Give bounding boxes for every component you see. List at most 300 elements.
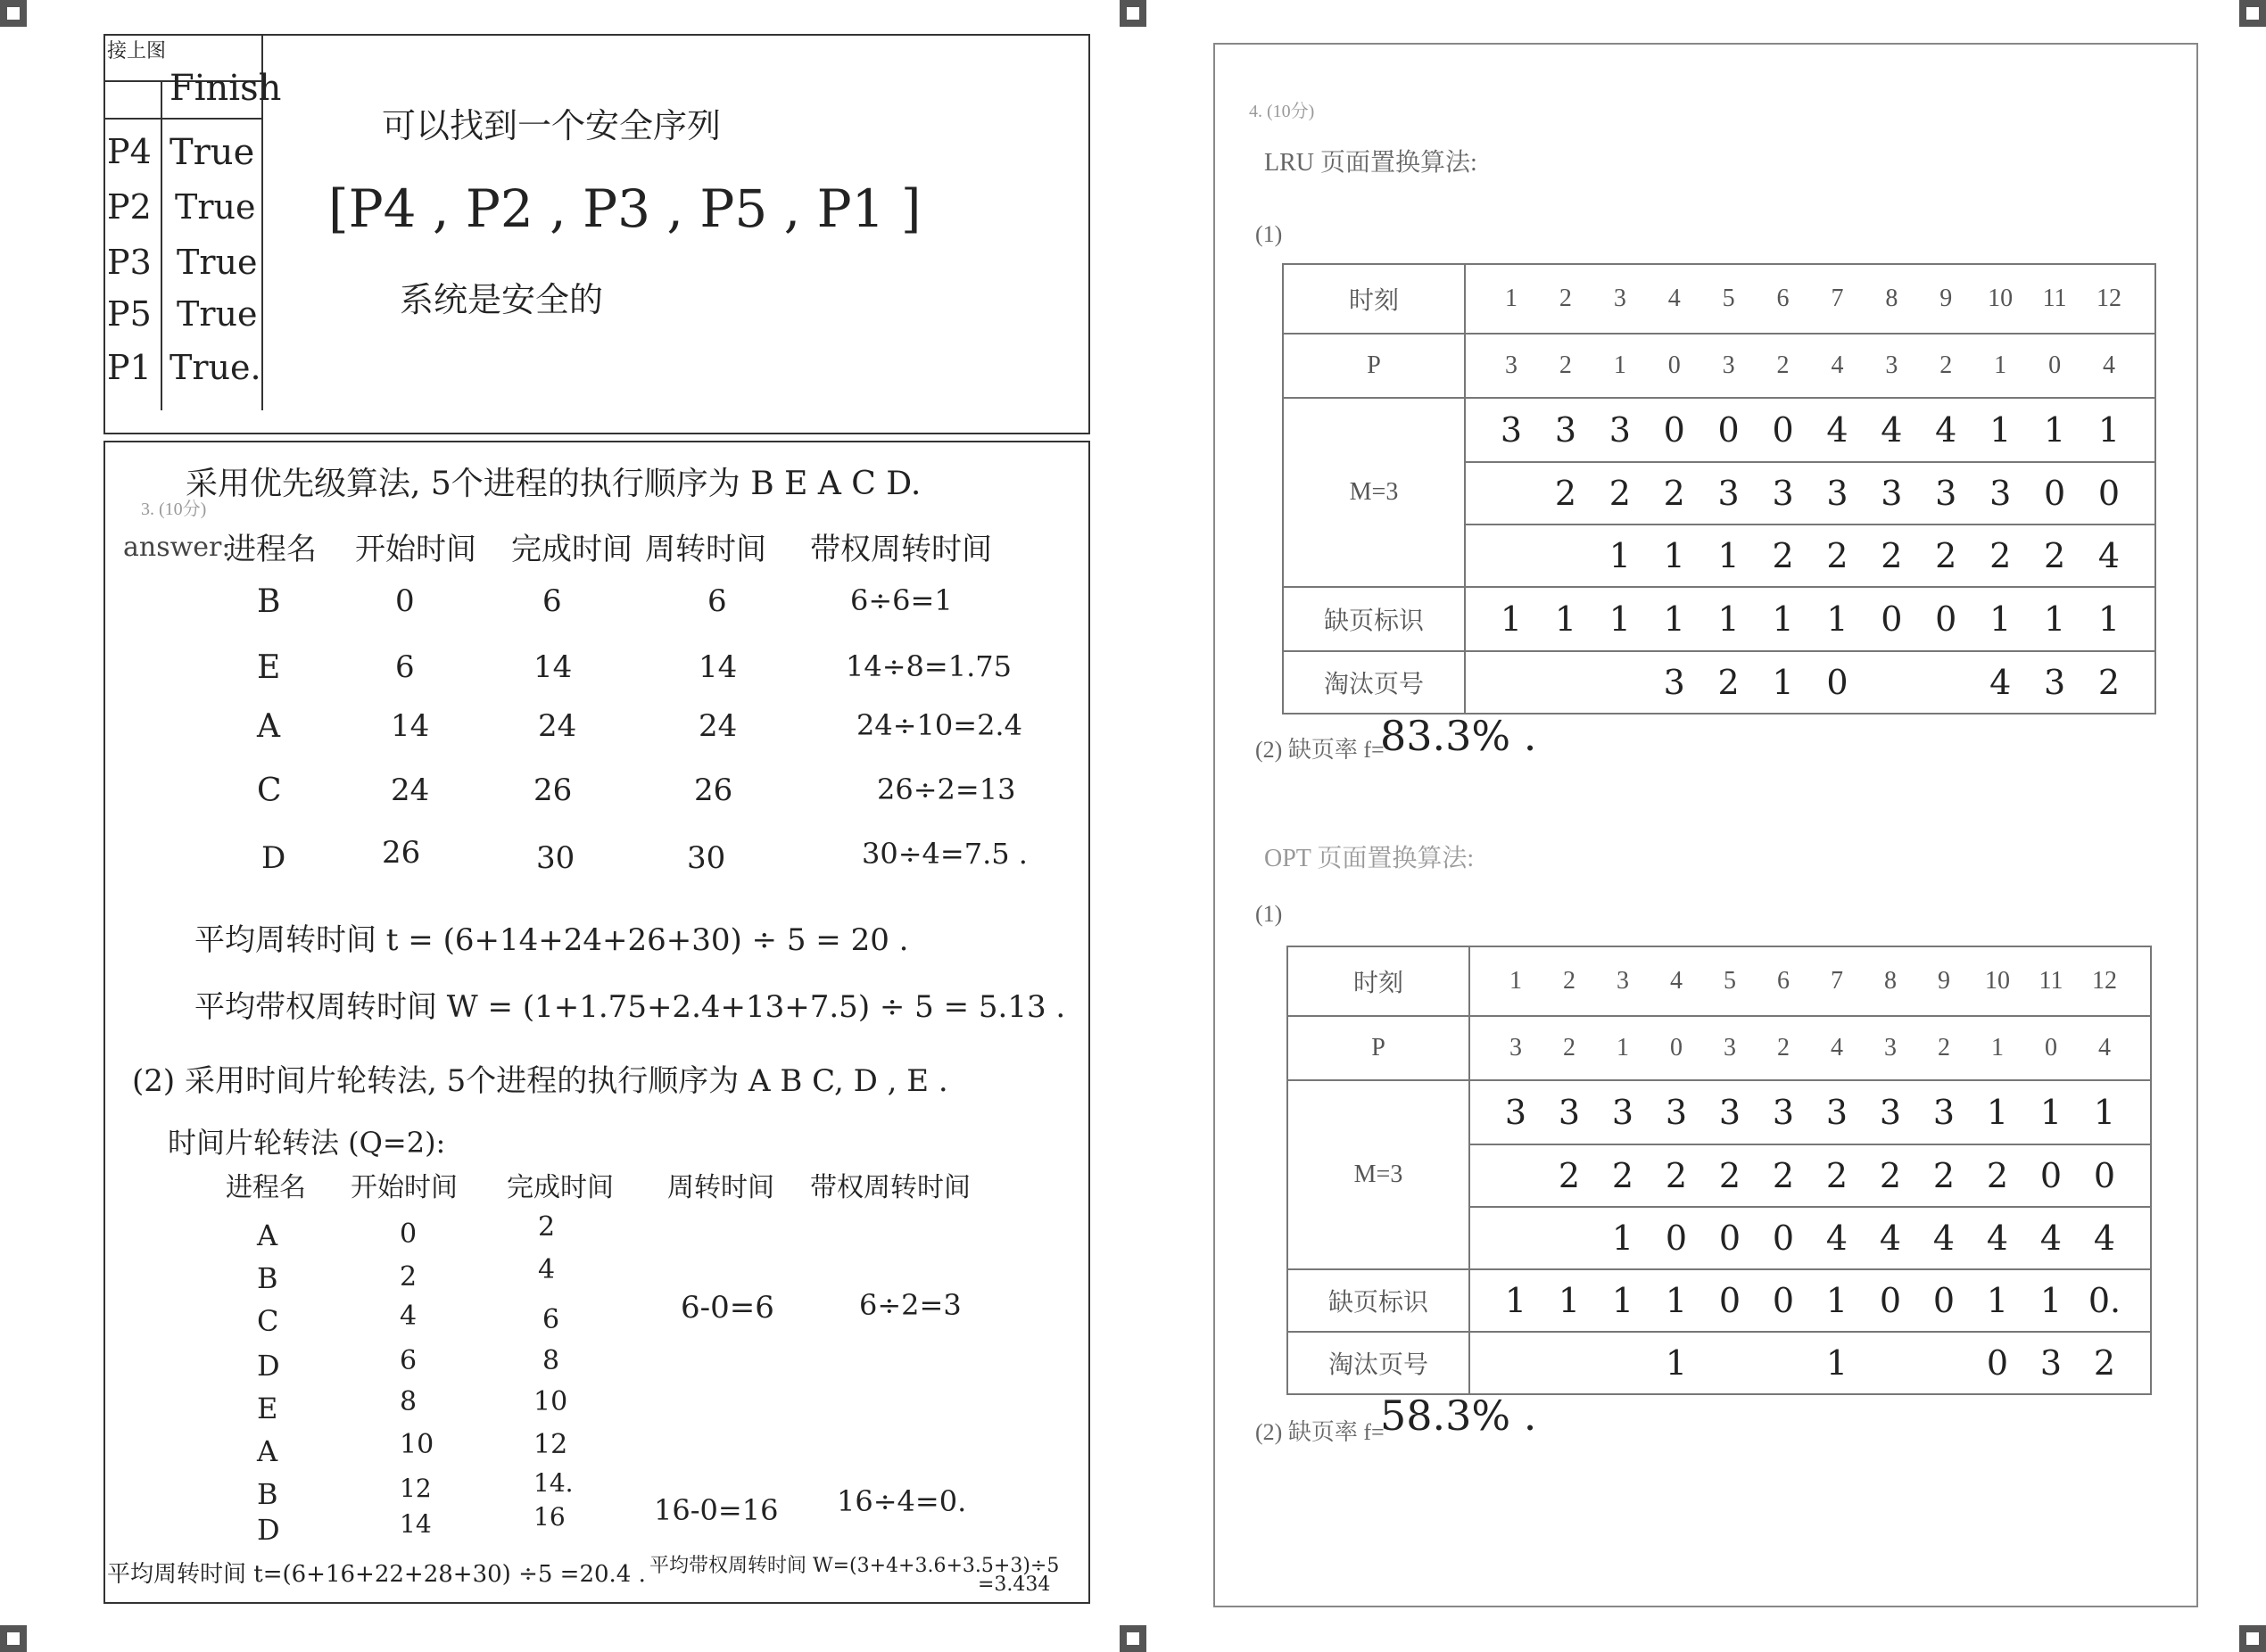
fault-flag: 1	[1717, 599, 1740, 639]
page-reference: 1	[1994, 351, 2007, 379]
page-reference: 4	[1831, 351, 1844, 379]
frame-row-1	[1467, 410, 2154, 450]
frame-cell: 2	[1554, 474, 1576, 513]
frame-cell: 1	[1986, 1093, 2009, 1132]
header-weighted: 带权周转时间	[810, 532, 992, 567]
evicted-page: 1	[1772, 663, 1794, 702]
fault-flag: 1	[1558, 1281, 1581, 1320]
opt-fault-rate-label: (2) 缺页率 f=	[1255, 1419, 1385, 1445]
evicted-page: 2	[1717, 663, 1740, 702]
page-reference: 3	[1885, 351, 1898, 379]
finish-value: True	[177, 243, 258, 282]
cell: 6	[542, 583, 562, 619]
cell: 4	[400, 1301, 418, 1332]
frame-cell: 3	[1500, 410, 1523, 450]
frame-cell: 3	[1879, 1093, 1902, 1132]
evict-label: 淘汰页号	[1287, 1332, 1469, 1394]
frame-cell: 3	[1609, 410, 1631, 450]
finish-header: Finish	[170, 68, 282, 109]
frame-cell: 3	[1932, 1093, 1956, 1132]
registration-mark-icon	[1120, 0, 1146, 27]
cell: 24	[538, 708, 577, 744]
evicted-page: 3	[2043, 663, 2066, 702]
evicted-page: 0	[1826, 663, 1848, 702]
time-value: 5	[1724, 967, 1736, 995]
cell: D	[257, 1513, 280, 1547]
frame-cell: 2	[1826, 536, 1848, 575]
frame-cell: 3	[1826, 474, 1848, 513]
cell: B	[257, 1477, 278, 1511]
fault-flag: 1	[1825, 1281, 1848, 1320]
time-value: 9	[1939, 285, 1953, 312]
frame-cell: 2	[1825, 1156, 1848, 1195]
finish-value: True.	[170, 348, 261, 387]
time-value: 12	[2096, 285, 2121, 312]
page-reference: 2	[1938, 1034, 1950, 1061]
time-value: 2	[1559, 285, 1572, 312]
registration-mark-icon	[2239, 0, 2266, 27]
cell: 26÷2=13	[877, 772, 1016, 806]
evicted-page	[1602, 663, 1638, 702]
page-reference: 2	[1559, 351, 1572, 379]
time-value: 12	[2092, 967, 2117, 995]
cell: E	[257, 649, 281, 686]
frame-cell	[1493, 536, 1529, 575]
frame-row-1	[1471, 1093, 2149, 1132]
cell: 6	[395, 649, 415, 685]
memory-label: M=3	[1283, 398, 1465, 587]
evicted-page	[1498, 1343, 1534, 1383]
time-value: 7	[1831, 285, 1844, 312]
fault-flags	[1471, 1281, 2149, 1320]
answer-mark: answer:	[123, 532, 231, 563]
cell: 4	[538, 1254, 556, 1285]
page-reference: 3	[1884, 1034, 1897, 1061]
p-label: P	[1283, 334, 1465, 398]
cell: 2	[538, 1211, 556, 1243]
frame-cell: 2	[1558, 1156, 1581, 1195]
opt-fault-rate-value: 58.3% .	[1380, 1392, 1537, 1440]
time-value: 11	[2042, 285, 2067, 312]
evicted-page	[1928, 663, 1964, 702]
time-value: 2	[1563, 967, 1575, 995]
evicted-pages	[1467, 663, 2154, 702]
time-value: 5	[1722, 285, 1735, 312]
cell: 26	[382, 835, 421, 871]
frame-cell: 1	[1989, 410, 2012, 450]
frame-cell: 3	[1935, 474, 1957, 513]
fault-flag: 0	[1881, 599, 1903, 639]
time-value: 6	[1777, 967, 1790, 995]
time-values	[1471, 967, 2149, 995]
time-value: 9	[1938, 967, 1950, 995]
fault-flag: 1	[2097, 599, 2121, 639]
registration-mark-icon	[0, 0, 27, 27]
page-reference: 4	[2102, 351, 2115, 379]
frame-cell: 2	[1772, 1156, 1795, 1195]
cell: 30	[536, 840, 575, 876]
cell: A	[257, 1218, 278, 1252]
frame-cell: 0	[2093, 1156, 2116, 1195]
rr-intro: (2) 采用时间片轮转法, 5个进程的执行顺序为 A B C, D , E .	[132, 1063, 948, 1099]
proc-label: P3	[107, 243, 152, 282]
safe-sequence: [P4 , P2 , P3 , P5 , P1 ]	[328, 178, 922, 239]
finish-value: True	[177, 294, 258, 334]
frame-cell: 4	[1826, 410, 1848, 450]
evicted-page: 3	[2039, 1343, 2063, 1383]
lru-fault-rate-value: 83.3% .	[1380, 712, 1537, 760]
cell: 12	[533, 1429, 568, 1460]
frame-cell: 2	[1663, 474, 1685, 513]
avg-turnaround: 平均周转时间 t = (6+14+24+26+30) ÷ 5 = 20 .	[194, 922, 909, 958]
header-turnaround: 周转时间	[667, 1172, 774, 1203]
frame-cell: 2	[1989, 536, 2012, 575]
rr-quantum: 时间片轮转法 (Q=2):	[168, 1126, 446, 1160]
page-reference: 2	[1563, 1034, 1575, 1061]
fault-label: 缺页标识	[1283, 587, 1465, 651]
header-weighted: 带权周转时间	[810, 1172, 971, 1203]
frame-cell: 1	[2039, 1093, 2063, 1132]
page-reference: 4	[2098, 1034, 2111, 1061]
frame-cell: 0	[1718, 1218, 1741, 1258]
cell: 14	[391, 708, 430, 744]
proc-label: P4	[107, 132, 152, 171]
fault-flag: 1	[1826, 599, 1848, 639]
cell: A	[257, 1434, 278, 1468]
evict-label: 淘汰页号	[1283, 651, 1465, 714]
frame-cell	[1498, 1156, 1534, 1195]
cell: D	[257, 1349, 280, 1383]
calc-b-turnaround: 16-0=16	[654, 1493, 779, 1527]
fault-flag: 0	[1772, 1281, 1795, 1320]
evicted-page	[1766, 1343, 1801, 1383]
frame-cell: 4	[1879, 1218, 1902, 1258]
frame-cell: 2	[1665, 1156, 1688, 1195]
time-value: 7	[1831, 967, 1843, 995]
registration-mark-icon	[2239, 1625, 2266, 1652]
frame-cell: 0	[1717, 410, 1740, 450]
frame-cell: 2	[1609, 474, 1631, 513]
cell: 6	[542, 1304, 560, 1335]
evicted-page	[1926, 1343, 1962, 1383]
time-value: 3	[1613, 285, 1626, 312]
frame-cell: 2	[1772, 536, 1794, 575]
frame-cell: 2	[1986, 1156, 2009, 1195]
fault-flag: 1	[2043, 599, 2066, 639]
page-replacement-panel	[1213, 43, 2198, 1607]
question-label: 3. (10分)	[141, 500, 207, 519]
evicted-page	[1493, 663, 1529, 702]
cell: 0	[400, 1218, 418, 1250]
cell: 16	[533, 1502, 566, 1532]
cell: 24	[391, 772, 430, 808]
frame-cell: 1	[1609, 536, 1631, 575]
frame-cell: 3	[1558, 1093, 1581, 1132]
cell: 0	[395, 583, 415, 619]
evicted-page	[1551, 1343, 1587, 1383]
final-weighted-result: =3.434	[978, 1574, 1051, 1596]
cell: 10	[400, 1429, 434, 1460]
frame-cell: 0	[2039, 1156, 2063, 1195]
calc-c-weighted: 6÷2=3	[859, 1288, 962, 1322]
page-reference: 3	[1724, 1034, 1736, 1061]
fault-label: 缺页标识	[1287, 1269, 1469, 1332]
page-reference: 1	[1617, 1034, 1629, 1061]
frame-cell: 2	[2043, 536, 2066, 575]
frame-cell: 1	[2093, 1093, 2116, 1132]
frame-cell: 1	[1717, 536, 1740, 575]
proc-label: P2	[107, 187, 152, 227]
evicted-page	[1873, 663, 1909, 702]
time-label: 时刻	[1287, 946, 1469, 1016]
page-reference: 0	[2045, 1034, 2057, 1061]
cell: 12	[400, 1474, 432, 1503]
fault-flag: 1	[1609, 599, 1631, 639]
evicted-page	[1605, 1343, 1641, 1383]
frame-cell: 4	[1825, 1218, 1848, 1258]
final-avg-turnaround: 平均周转时间 t=(6+16+22+28+30) ÷5 =20.4 .	[107, 1561, 646, 1588]
page-reference: 2	[1776, 351, 1790, 379]
memory-label: M=3	[1287, 1080, 1469, 1269]
opt-table	[1286, 946, 2152, 1395]
page-reference: 4	[1831, 1034, 1843, 1061]
frame-cell: 4	[1935, 410, 1957, 450]
cell: 24÷10=2.4	[856, 708, 1022, 742]
calc-c-turnaround: 6-0=6	[681, 1290, 774, 1326]
cell: B	[257, 583, 281, 620]
registration-mark-icon	[1120, 1625, 1146, 1652]
proc-label: P1	[107, 348, 152, 387]
frame-row-2	[1467, 474, 2154, 513]
evicted-page: 1	[1825, 1343, 1848, 1383]
calc-b-weighted: 16÷4=0.	[837, 1484, 967, 1518]
finish-value: True	[170, 132, 255, 173]
page-reference: 0	[2048, 351, 2062, 379]
fault-flag: 1	[1663, 599, 1685, 639]
fault-flag: 0	[1932, 1281, 1956, 1320]
page-reference: 1	[1613, 351, 1626, 379]
frame-cell: 2	[1932, 1156, 1956, 1195]
time-value: 4	[1670, 967, 1683, 995]
banker-result-panel	[103, 34, 1090, 434]
fault-flag: 1	[1504, 1281, 1527, 1320]
cell: 8	[542, 1345, 560, 1376]
frame-cell: 3	[1718, 1093, 1741, 1132]
cell: 2	[400, 1261, 418, 1293]
cell: A	[257, 708, 280, 745]
frame-cell: 1	[2097, 410, 2121, 450]
evicted-pages	[1471, 1343, 2149, 1383]
evicted-page	[1873, 1343, 1908, 1383]
final-avg-weighted: 平均带权周转时间 W=(3+4+3.6+3.5+3)÷5	[649, 1555, 1060, 1577]
page-reference: 1	[1991, 1034, 2004, 1061]
frame-cell: 4	[1932, 1218, 1956, 1258]
frame-cell: 0	[1663, 410, 1685, 450]
header-turnaround: 周转时间	[645, 532, 766, 567]
cell: 30÷4=7.5 .	[862, 837, 1028, 871]
page-reference: 2	[1939, 351, 1953, 379]
cell: 26	[694, 772, 733, 808]
page-reference: 3	[1505, 351, 1518, 379]
frame-cell: 4	[2093, 1218, 2116, 1258]
cell: 24	[699, 708, 738, 744]
frame-cell: 3	[1554, 410, 1576, 450]
frame-cell: 0	[2097, 474, 2121, 513]
time-value: 1	[1505, 285, 1518, 312]
evicted-page: 0	[1986, 1343, 2009, 1383]
cell: C	[257, 772, 282, 809]
page-reference: 0	[1667, 351, 1681, 379]
lru-table	[1282, 263, 2156, 714]
evicted-page: 2	[2097, 663, 2121, 702]
evicted-page: 4	[1989, 663, 2012, 702]
cell: D	[261, 840, 286, 876]
avg-weighted: 平均带权周转时间 W = (1+1.75+2.4+13+7.5) ÷ 5 = 5.13 .	[194, 989, 1066, 1025]
p-label: P	[1287, 1016, 1469, 1080]
fault-flag: 0	[1879, 1281, 1902, 1320]
opt-title: OPT 页面置换算法:	[1264, 845, 1475, 872]
priority-intro: 采用优先级算法, 5个进程的执行顺序为 B E A C D.	[186, 466, 922, 502]
frame-cell: 2	[1881, 536, 1903, 575]
safe-sequence-note: 可以找到一个安全序列	[382, 106, 722, 145]
frame-cell: 2	[1879, 1156, 1902, 1195]
frame-cell	[1551, 1218, 1587, 1258]
frame-row-3	[1471, 1218, 2149, 1258]
fault-flag: 0.	[2088, 1281, 2121, 1320]
fault-flag: 1	[1665, 1281, 1688, 1320]
cell: 14	[699, 649, 738, 685]
time-value: 6	[1776, 285, 1790, 312]
frame-cell: 1	[2043, 410, 2066, 450]
page-reference: 3	[1509, 1034, 1522, 1061]
time-value: 3	[1617, 967, 1629, 995]
cell: 30	[687, 840, 726, 876]
lru-part1: (1)	[1255, 221, 1283, 247]
fault-flags	[1467, 599, 2154, 639]
frame-cell: 3	[1989, 474, 2012, 513]
fault-flag: 1	[1989, 599, 2012, 639]
frame-cell	[1493, 474, 1529, 513]
header-finish: 完成时间	[507, 1172, 614, 1203]
cell: 14.	[533, 1468, 574, 1498]
evicted-page: 3	[1663, 663, 1685, 702]
proc-label: P5	[107, 294, 152, 334]
frame-cell: 2	[1718, 1156, 1741, 1195]
frame-cell: 0	[2043, 474, 2066, 513]
header-process: 进程名	[226, 1172, 306, 1203]
fault-flag: 1	[1772, 599, 1794, 639]
page-reference: 2	[1777, 1034, 1790, 1061]
frame-cell: 2	[1611, 1156, 1634, 1195]
frame-cell: 4	[2097, 536, 2121, 575]
cell: C	[257, 1304, 279, 1338]
time-value: 10	[1985, 967, 2010, 995]
fault-flag: 1	[1554, 599, 1576, 639]
frame-cell: 3	[1881, 474, 1903, 513]
page-reference-values	[1471, 1034, 2149, 1062]
time-value: 11	[2039, 967, 2063, 995]
evicted-page: 2	[2093, 1343, 2116, 1383]
opt-part1: (1)	[1255, 901, 1283, 927]
frame-row-3	[1467, 536, 2154, 575]
lru-fault-rate-label: (2) 缺页率 f=	[1255, 737, 1385, 763]
cell: 6	[400, 1345, 418, 1376]
header-start: 开始时间	[355, 532, 476, 567]
header-process: 进程名	[226, 532, 317, 567]
frame-cell: 3	[1825, 1093, 1848, 1132]
frame-cell: 4	[1986, 1218, 2009, 1258]
time-label: 时刻	[1283, 264, 1465, 334]
evicted-page	[1712, 1343, 1748, 1383]
time-value: 4	[1667, 285, 1681, 312]
continued-label: 接上图	[107, 40, 167, 62]
time-value: 8	[1885, 285, 1898, 312]
frame-cell: 0	[1772, 1218, 1795, 1258]
frame-cell: 3	[1504, 1093, 1527, 1132]
cell: 8	[400, 1386, 418, 1417]
lru-title: LRU 页面置换算法:	[1264, 149, 1477, 177]
frame-cell: 3	[1665, 1093, 1688, 1132]
cell: 26	[533, 772, 573, 808]
frame-cell	[1498, 1218, 1534, 1258]
finish-value: True	[175, 187, 256, 227]
cell: E	[257, 1392, 278, 1425]
time-value: 1	[1509, 967, 1522, 995]
fault-flag: 1	[1611, 1281, 1634, 1320]
frame-cell: 3	[1717, 474, 1740, 513]
time-values	[1467, 285, 2154, 313]
frame-cell: 3	[1611, 1093, 1634, 1132]
fault-flag: 1	[1986, 1281, 2009, 1320]
cell: 14	[533, 649, 573, 685]
header-start: 开始时间	[351, 1172, 458, 1203]
fault-flag: 1	[2039, 1281, 2063, 1320]
frame-cell: 2	[1935, 536, 1957, 575]
frame-row-2	[1471, 1156, 2149, 1195]
fault-flag: 1	[1500, 599, 1523, 639]
frame-cell: 0	[1772, 410, 1794, 450]
cell: 14÷8=1.75	[846, 649, 1012, 683]
cell: 6÷6=1	[850, 583, 953, 617]
evicted-page	[1548, 663, 1584, 702]
frame-cell: 4	[2039, 1218, 2063, 1258]
header-finish: 完成时间	[511, 532, 633, 567]
frame-cell: 0	[1665, 1218, 1688, 1258]
frame-cell	[1548, 536, 1584, 575]
cell: 14	[400, 1509, 432, 1539]
frame-cell: 1	[1611, 1218, 1634, 1258]
fault-flag: 0	[1718, 1281, 1741, 1320]
cell: 10	[533, 1386, 568, 1417]
frame-cell: 3	[1772, 1093, 1795, 1132]
page-reference: 3	[1722, 351, 1735, 379]
registration-mark-icon	[0, 1625, 27, 1652]
page-reference: 0	[1670, 1034, 1683, 1061]
frame-cell: 4	[1881, 410, 1903, 450]
time-value: 8	[1884, 967, 1897, 995]
cell: B	[257, 1261, 278, 1295]
time-value: 10	[1988, 285, 2014, 312]
evicted-page: 1	[1665, 1343, 1688, 1383]
cell: 6	[707, 583, 727, 619]
frame-cell: 3	[1772, 474, 1794, 513]
scheduling-answer-panel	[103, 441, 1090, 1604]
fault-flag: 0	[1935, 599, 1957, 639]
frame-cell: 1	[1663, 536, 1685, 575]
system-safe-note: 系统是安全的	[400, 280, 604, 319]
question-label: 4. (10分)	[1249, 102, 1315, 121]
page-reference-values	[1467, 351, 2154, 380]
